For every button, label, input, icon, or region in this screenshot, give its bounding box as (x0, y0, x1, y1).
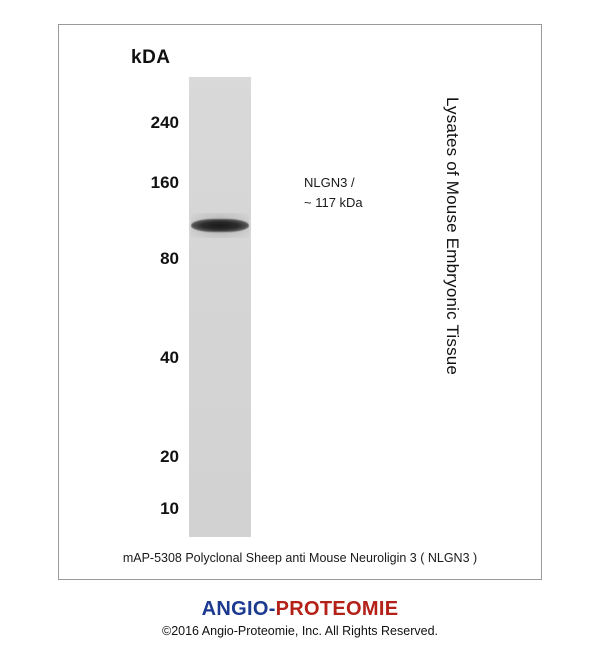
ladder-mark-20: 20 (160, 446, 179, 466)
ladder-mark-10: 10 (160, 499, 179, 519)
protein-band-nlgn3 (191, 219, 249, 232)
kda-axis-title: kDA (131, 47, 171, 68)
western-blot-figure (58, 24, 542, 580)
band-annotation-line1: NLGN3 / (304, 175, 355, 190)
ladder-mark-40: 40 (160, 347, 179, 367)
band-annotation (304, 173, 363, 213)
blot-lane (189, 77, 251, 537)
figure-caption: mAP-5308 Polyclonal Sheep anti Mouse Neuroligin 3 ( NLGN3 ) (122, 551, 478, 565)
band-annotation-line2: ~ 117 kDa (304, 195, 363, 211)
brand-name-second: PROTEOMIE (275, 598, 399, 620)
ladder-mark-160: 160 (150, 172, 179, 192)
brand-wordmark (0, 598, 600, 621)
molecular-weight-ladder (121, 77, 179, 537)
ladder-mark-240: 240 (150, 113, 179, 132)
ladder-mark-80: 80 (160, 248, 179, 268)
sample-label-text: Lysates of Mouse Embryonic Tissue (443, 97, 462, 376)
copyright-notice: ©2016 Angio-Proteomie, Inc. All Rights Reserved. (161, 624, 439, 638)
brand-name-first: ANGIO (201, 598, 269, 620)
sample-label (438, 97, 466, 497)
brand-name-dash: - (268, 598, 276, 620)
